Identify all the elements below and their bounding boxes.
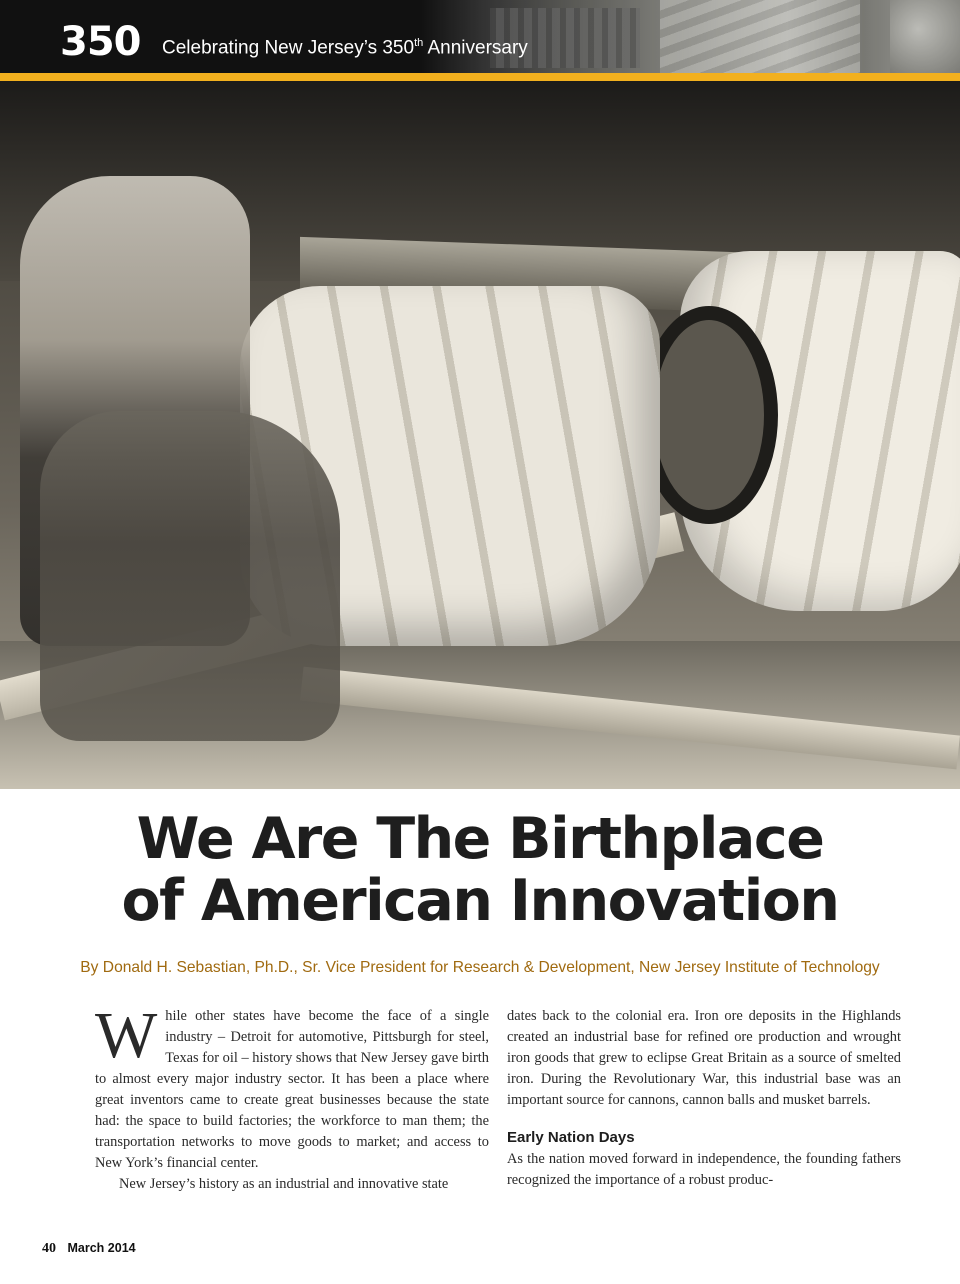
header-band: [0, 0, 960, 73]
column-right: [507, 1006, 901, 1191]
paragraph: New Jersey’s history as an industrial and innovative state: [119, 1176, 449, 1192]
byline: By Donald H. Sebastian, Ph.D., Sr. Vice President for Research & Development, New Jersey Institute of Technology: [80, 959, 880, 976]
anniversary-logo: 350: [60, 19, 141, 65]
article-title: [0, 808, 960, 932]
title-line-2: of American Innovation: [121, 868, 839, 934]
drop-cap: W: [95, 999, 158, 1072]
subheading: Early Nation Days: [507, 1129, 635, 1146]
paragraph: While other states have become the face of a single industry – Detroit for automotive, Pittsburgh for steel, Texas for oil – history shows that New Jersey gave birth to almost every major industry sector. It has been a place where great inventors came to create great businesses because the state had: the space to build factories; the workforce to man them; the transportation networks to move goods to market; and access to New York’s financial center.: [95, 999, 489, 1171]
title-line-1: We Are The Birthplace: [136, 806, 824, 872]
hero-photo: [0, 81, 960, 789]
issue-date: March 2014: [67, 1241, 136, 1255]
page-footer: [42, 1241, 136, 1257]
paragraph: dates back to the colonial era. Iron ore deposits in the Highlands created an industrial base for refined ore production and wrought iron goods that grew to eclipse Great Britain as a source of smelted iron. During the Revolutionary War, this industrial base was an important source for cannons, cannon balls and musket barrels.: [507, 1008, 901, 1108]
paragraph: As the nation moved forward in independence, the founding fathers recognized the importance of a robust produc-: [507, 1151, 901, 1188]
page-number: 40: [42, 1241, 56, 1256]
column-left: [95, 999, 489, 1195]
header-tagline: Celebrating New Jersey’s 350th Anniversary: [162, 37, 528, 59]
